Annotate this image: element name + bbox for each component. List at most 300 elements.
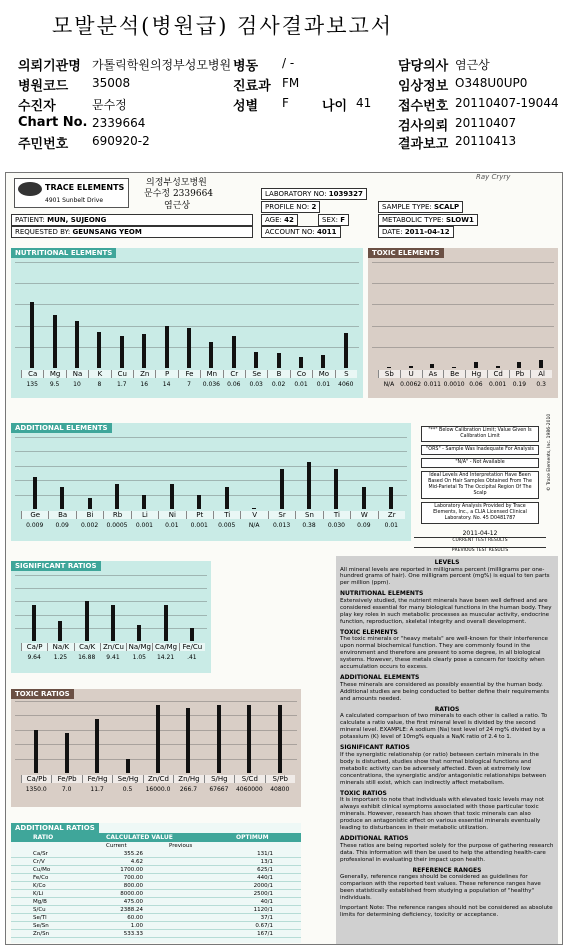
tox-ratio-bar [247, 705, 251, 773]
dept-value: FM [282, 76, 300, 90]
toxic-value: 0.19 [512, 381, 527, 388]
additional-gridline [15, 437, 407, 438]
sig-ratio-bar [85, 601, 89, 641]
additional-value: N/A [248, 522, 260, 529]
reqby-value: GEUNSANG YEOM [72, 228, 142, 236]
acct-label: ACCOUNT NO: [265, 228, 315, 236]
h-opt: OPTIMUM [236, 834, 269, 841]
dept-label: 진료과 [233, 79, 271, 94]
ward-value: / - [282, 56, 295, 70]
ratio-current: 60.00 [127, 914, 143, 921]
age-value: 41 [356, 96, 372, 110]
nutritional-value: 1.7 [117, 381, 127, 388]
additional-value: 0.0005 [106, 522, 128, 529]
tox-ratio-label: S/Hg [204, 775, 234, 783]
toxic-label: Hg [465, 370, 487, 378]
date-row [378, 226, 454, 238]
lab-no [261, 188, 367, 200]
tox-ratio-label: Fe/Hg [82, 775, 112, 783]
nutritional-bar [277, 353, 281, 368]
lab-no-label: LABORATORY NO: [265, 190, 327, 198]
additional-label: V [240, 511, 267, 519]
recv-value: 20110407-19044 [455, 96, 559, 110]
sig-ratio-value: 9.41 [106, 654, 120, 661]
profile-no [261, 201, 320, 213]
clin-value: O348U0UP0 [455, 76, 528, 90]
metabolic-row [378, 214, 478, 226]
ratio-name: Zn/Sn [33, 930, 50, 937]
additional-bar [280, 469, 284, 509]
h-sig: SIGNIFICANT RATIOS [340, 744, 410, 752]
tox-ratio-value: 4060000 [235, 786, 263, 793]
lab-no-value: 1039327 [328, 190, 363, 198]
ratio-current: 4.62 [130, 858, 143, 865]
ratio-current: 800.00 [123, 882, 143, 889]
sex-value: F [282, 96, 289, 110]
ratio-name: Fe/Co [33, 874, 49, 881]
additional-value: 0.09 [55, 522, 69, 529]
ratio-name: Se/Sn [33, 922, 49, 929]
additional-label: W [350, 511, 377, 519]
additional-label: Ni [158, 511, 185, 519]
nutritional-chart [11, 248, 363, 398]
legend-block [421, 426, 539, 527]
ratio-current: 475.00 [123, 898, 143, 905]
age-label: 나이 [322, 99, 348, 114]
nutritional-gridline [15, 326, 359, 327]
nutritional-label: Ca [21, 370, 43, 378]
sig-ratio-gridline [15, 575, 207, 576]
nutritional-bar [209, 342, 213, 369]
date-value: 2011-04-12 [404, 228, 450, 236]
additional-label: Rb [103, 511, 130, 519]
ratio-name: Mg/B [33, 898, 47, 905]
additional-gridline [15, 466, 407, 467]
lab-logo: TRACE ELEMENTS [45, 183, 125, 192]
tox-ratio-bar [186, 708, 190, 773]
ratio-row [11, 882, 301, 890]
nutritional-label: Co [290, 370, 312, 378]
tox-ratio-bar [156, 705, 160, 773]
h-current: Current [106, 843, 127, 849]
sig-ratio-bar [137, 625, 141, 642]
sig-ratio-value: 1.05 [132, 654, 146, 661]
ratio-current: 355.26 [123, 850, 143, 857]
nutritional-bar [232, 336, 236, 368]
ssn-value: 690920-2 [92, 134, 150, 148]
doctor-value: 염근상 [455, 58, 490, 72]
ratio-name: K/Co [33, 882, 46, 889]
sig-ratio-bar [111, 605, 115, 641]
ratio-optimum: 1120/1 [253, 906, 273, 913]
additional-label: Ba [48, 511, 75, 519]
tox-ratio-bar [126, 759, 130, 773]
additional-value: 0.030 [327, 522, 345, 529]
rep-value: 20110413 [455, 134, 517, 148]
meta-value: SLOW1 [446, 216, 474, 224]
nutritional-bar [75, 321, 79, 368]
additional-label: Ge [21, 511, 48, 519]
toxic-value: 0.0010 [443, 381, 465, 388]
nutritional-value: 8 [97, 381, 102, 388]
sig-ratio-gridline [15, 588, 207, 589]
h-adr: ADDITIONAL RATIOS [340, 835, 409, 843]
nutritional-bar [97, 332, 101, 368]
nutritional-tag: NUTRITIONAL ELEMENTS [11, 248, 116, 258]
tox-ratio-label: Fe/Pb [51, 775, 81, 783]
additional-ratios-table [11, 823, 301, 943]
additional-bar [88, 498, 92, 509]
sig-ratio-label: Ca/P [21, 643, 47, 651]
additional-label: Li [131, 511, 158, 519]
lab-logo-box [14, 178, 129, 208]
toxic-bar [430, 364, 434, 368]
legend-ideal: Ideal Levels And Interpretation Have Been Based On Hair Samples Obtained From The Mid-Parietal To The Occipital Region Of The Scalp [421, 471, 539, 499]
nutritional-bar [321, 355, 325, 368]
p-nut: Extensively studied, the nutrient minerals have been well defined and are considered essential for many biological functions in the human body. They play key roles in such metabolic processes as muscular activity, endocrine function, reproduction, skeletal integrity and overall development. [340, 597, 552, 625]
h-rat: RATIOS [434, 705, 460, 713]
additional-chart [11, 423, 411, 541]
nutritional-bar [120, 336, 124, 368]
nutritional-label: Mo [312, 370, 334, 378]
sig-ratio-label: Fe/Cu [179, 643, 205, 651]
sig-ratio-value: 1.25 [53, 654, 68, 661]
ratio-optimum: 0.67/1 [255, 922, 273, 929]
chart-value: 2339664 [92, 116, 146, 130]
ratio-row [11, 866, 301, 874]
tox-ratio-label: Zn/Cd [143, 775, 173, 783]
ratio-name: Ca/Sr [33, 850, 48, 857]
additional-bar [252, 508, 256, 509]
nutritional-label: Mg [43, 370, 65, 378]
p-adr: These ratios are being reported solely for the purpose of gathering research data. This information will then be used to help the attending health-care professional in evaluating their impact upon health. [340, 842, 554, 863]
toxic-value: 0.06 [469, 381, 483, 388]
toxic-bar [387, 367, 391, 368]
ratio-optimum: 625/1 [257, 866, 273, 873]
ratio-name: S/Cu [33, 906, 46, 913]
scanned-report [5, 172, 563, 945]
additional-value: 0.001 [190, 522, 208, 529]
toxic-label: Be [443, 370, 465, 378]
h-ratio: RATIO [33, 834, 54, 841]
nutritional-bar [299, 357, 303, 368]
nutritional-label: Cr [223, 370, 245, 378]
nutritional-value: 9.5 [49, 381, 60, 388]
significant-ratios-chart [11, 561, 211, 673]
tox-ratio-bar [34, 730, 38, 773]
p-note: Important Note: The reference ranges should not be considered as absolute limits for determining deficiency, toxicity or acceptance. [340, 904, 553, 918]
ratio-row [11, 906, 301, 914]
nutritional-label: Zn [133, 370, 155, 378]
legend-na: "N/A" - Not Available [421, 458, 539, 468]
sample-value: SCALP [433, 203, 460, 211]
patient-value: MUN, SUJEONG [47, 216, 107, 224]
ratio-optimum: 167/1 [257, 930, 273, 937]
ward-label: 병동 [233, 59, 259, 74]
r-age-value: 42 [284, 216, 294, 224]
tox-ratio-value: 11.7 [90, 786, 104, 793]
p-ref: Generally, reference ranges should be considered as guidelines for comparison with the reported test values. These reference ranges have been statistically established from studying a population of "healthy" individuals. [340, 874, 541, 901]
toxic-value: 0.011 [423, 381, 441, 388]
tox-ratio-label: S/Cd [234, 775, 264, 783]
nutritional-label: Fe [178, 370, 200, 378]
legend-calibration: "**" Below Calibration Limit; Value Given Is Calibration Limit [421, 426, 539, 442]
nutritional-label: Cu [111, 370, 133, 378]
toxic-label: Cd [487, 370, 509, 378]
additional-label: Ti [213, 511, 240, 519]
nutritional-value: 16 [140, 381, 149, 388]
ratio-name: Se/Tl [33, 914, 47, 921]
h-tox: TOXIC ELEMENTS [340, 628, 398, 636]
sig-ratio-bar [32, 605, 36, 641]
additional-value: 0.01 [384, 522, 398, 529]
r-age-label: AGE: [265, 216, 282, 224]
additional-value: 0.09 [357, 522, 371, 529]
additional-value: 0.01 [165, 522, 179, 529]
tox-ratio-value: 0.5 [122, 786, 133, 793]
nutritional-value: 0.03 [249, 381, 263, 388]
r-sex-label: SEX: [322, 216, 339, 224]
sig-ratio-bar [164, 605, 168, 641]
nutritional-bar [187, 328, 191, 368]
tox-ratio-value: 7.0 [61, 786, 72, 793]
nutritional-label: P [155, 370, 177, 378]
lab-logo-icon [18, 182, 42, 196]
additional-bar [115, 484, 119, 509]
additional-value: 0.002 [80, 522, 99, 529]
additional-bar [170, 484, 174, 509]
nutritional-gridline [15, 262, 359, 263]
ratio-optimum: 2500/1 [253, 890, 273, 897]
nutritional-value: 4060 [338, 381, 354, 388]
toxic-label: Al [530, 370, 552, 378]
additional-bar [334, 469, 338, 509]
sex-row [318, 214, 349, 226]
tox-ratio-label: Se/Hg [112, 775, 142, 783]
age-row [261, 214, 298, 226]
tox-ratio-value: 40800 [270, 786, 290, 793]
p-levels: All mineral levels are reported in milligrams percent (milligrams per one-hundred grams of hair). One milligram percent (mg%) is equal to ten parts per million (ppm). [340, 566, 550, 587]
report-title: 모발분석(병원급) 검사결과보고서 [52, 14, 394, 38]
subject-value: 문수정 [92, 98, 127, 112]
hospital-value: 가톨릭학원의정부성모병원 [92, 58, 232, 72]
toxic-bar [517, 362, 521, 368]
sample-type [378, 201, 463, 213]
ratio-row [11, 898, 301, 906]
additional-bar [197, 495, 201, 509]
handwrite-patient: 문수정 2339664 [144, 189, 214, 199]
ratio-current: 700.00 [123, 874, 143, 881]
sig-ratio-bar [190, 628, 194, 641]
toxic-value: 0.001 [489, 381, 507, 388]
current-label: CURRENT TEST RESULTS [414, 537, 546, 543]
chart-label: Chart No. [18, 115, 88, 130]
toxic-value: N/A [383, 381, 395, 388]
ratio-optimum: 13/1 [260, 858, 273, 865]
ratio-optimum: 440/1 [257, 874, 273, 881]
toxic-ratios-tag: TOXIC RATIOS [11, 689, 74, 699]
additional-label: Ti [323, 511, 350, 519]
ratio-row [11, 858, 301, 866]
ratio-row [11, 850, 301, 858]
sig-ratio-label: Ca/K [74, 643, 100, 651]
doctor-label: 담당의사 [398, 59, 449, 74]
h-calc: CALCULATED VALUE [106, 834, 173, 841]
date-label: DATE: [382, 228, 403, 236]
handwrite-doctor: 염근상 [164, 201, 191, 211]
additional-bar [33, 477, 37, 509]
sample-label: SAMPLE TYPE: [382, 203, 432, 211]
patient-label: PATIENT: [15, 216, 45, 224]
ratio-current: 8000.00 [120, 890, 143, 897]
nutritional-bar [165, 326, 169, 368]
p-rat: A calculated comparison of two minerals to each other is called a ratio. To calculate a ratio value, the first mineral level is divided by the second mineral level. EXAMPLE: A sodium (Na) test level of 24 mg% divided by a potassium (K) level of 10mg% equals a Na/K ratio of 2.4 to 1. [340, 713, 548, 741]
additional-label: Zr [378, 511, 405, 519]
nutritional-value: 10 [73, 381, 81, 388]
p-add: These minerals are considered as possibly essential by the human body. Additional studies are being conducted to better define their requirements and amounts needed. [340, 681, 549, 702]
sig-ratio-value: 14.21 [156, 654, 175, 661]
nutritional-bar [344, 333, 348, 368]
req-value: 20110407 [455, 116, 517, 130]
nutritional-value: 7 [187, 381, 191, 388]
tox-ratio-bar [95, 719, 99, 773]
subject-label: 수진자 [18, 99, 56, 114]
nutritional-label: K [88, 370, 110, 378]
ratio-row [11, 922, 301, 930]
toxic-bar [452, 367, 456, 368]
nutritional-value: 0.036 [202, 381, 220, 388]
ratio-current: 1.00 [130, 922, 143, 929]
meta-label: METABOLIC TYPE: [382, 216, 444, 224]
copyright: © Trace Elements, Inc. 1986-2010 [547, 413, 552, 491]
patient-row [11, 214, 253, 226]
nutritional-value: 135 [26, 381, 38, 388]
toxic-bar [409, 366, 413, 368]
nutritional-label: Mn [200, 370, 222, 378]
previous-label: PREVIOUS TEST RESULTS [414, 547, 546, 553]
toxic-value: 0.3 [536, 381, 546, 388]
additional-bar [60, 487, 64, 509]
tox-ratio-gridline [15, 701, 297, 702]
nutritional-gridline [15, 283, 359, 284]
toxic-gridline [372, 304, 554, 305]
legend-lab: Laboratory Analysis Provided by Trace Elements, Inc., a CLIA Licensed Clinical Laboratory. No. 45 D0481787 [421, 502, 539, 524]
recv-label: 접수번호 [398, 99, 449, 114]
p-txr: It is important to note that individuals with elevated toxic levels may not always exhibit clinical symptoms associated with those particular toxic minerals. However, research has shown that toxic minerals can also produce an antagonistic effect on various essential minerals eventually leading to disturbances in their metabolic utilization. [340, 797, 545, 832]
toxic-tag: TOXIC ELEMENTS [368, 248, 444, 258]
toxic-value: 0.0062 [400, 381, 422, 388]
legend-qns: "ORS" - Sample Was Inadequate For Analysis [421, 445, 539, 455]
nutritional-value: 0.06 [227, 381, 241, 388]
additional-bar [362, 487, 366, 509]
tox-ratio-value: 16000.0 [145, 786, 171, 793]
ratio-row [11, 914, 301, 922]
additional-tag: ADDITIONAL ELEMENTS [11, 423, 112, 433]
nutritional-bar [53, 315, 57, 368]
additional-bar [389, 487, 393, 509]
signature: Ray Cryry [476, 173, 511, 181]
additional-bar [142, 495, 146, 509]
lab-address: 4901 Sunbelt Drive [45, 197, 104, 204]
additional-label: Pt [186, 511, 213, 519]
ratio-current: 533.33 [123, 930, 143, 937]
sig-ratio-label: Na/Mg [126, 643, 152, 651]
sig-ratio-value: .41 [187, 654, 197, 661]
nutritional-label: Na [66, 370, 88, 378]
nutritional-value: 0.01 [316, 381, 331, 388]
additional-label: Sr [268, 511, 295, 519]
ratio-row [11, 930, 301, 938]
h-txr: TOXIC RATIOS [340, 789, 387, 797]
req-label: 검사의뢰 [398, 119, 449, 134]
nutritional-label: S [335, 370, 357, 378]
additional-value: 0.013 [272, 522, 291, 529]
tox-ratio-value: 67667 [209, 786, 229, 793]
toxic-bar [539, 360, 543, 368]
nutritional-bar [142, 334, 146, 368]
toxic-bar [496, 366, 500, 368]
ratio-current: 2388.24 [120, 906, 143, 913]
nutritional-value: 14 [162, 381, 171, 388]
toxic-label: U [400, 370, 422, 378]
additional-bar [225, 487, 229, 509]
h-levels: LEVELS [434, 559, 460, 566]
current-results [414, 530, 546, 553]
toxic-label: As [422, 370, 444, 378]
requested-row [11, 226, 253, 238]
rep-label: 결과보고 [398, 137, 449, 152]
ratio-optimum: 40/1 [260, 898, 273, 905]
additional-label: Sn [295, 511, 322, 519]
sig-ratio-label: Na/K [47, 643, 73, 651]
ratio-optimum: 37/1 [260, 914, 273, 921]
nutritional-label: B [267, 370, 289, 378]
toxic-gridline [372, 326, 554, 327]
nutritional-value: 0.02 [271, 381, 286, 388]
tox-ratio-label: Zn/Hg [173, 775, 203, 783]
tox-ratio-bar [217, 705, 221, 773]
tox-ratio-label: S/Pb [265, 775, 295, 783]
ratio-optimum: 131/1 [257, 850, 273, 857]
hospital-label: 의뢰기관명 [18, 59, 81, 74]
tox-ratio-value: 266.7 [179, 786, 198, 793]
sig-ratio-value: 9.64 [27, 654, 41, 661]
additional-gridline [15, 451, 407, 452]
code-value: 35008 [92, 76, 131, 90]
sig-ratio-label: Zn/Cu [100, 643, 126, 651]
ratio-row [11, 890, 301, 898]
clin-label: 임상정보 [398, 79, 449, 94]
handwrite-hospital: 의정부성모병원 [146, 178, 207, 188]
ratio-optimum: 2000/1 [253, 882, 273, 889]
toxic-label: Pb [509, 370, 531, 378]
additional-gridline [15, 495, 407, 496]
nutritional-gridline [15, 304, 359, 305]
additional-value: 0.009 [26, 522, 44, 529]
sig-ratio-label: Ca/Mg [152, 643, 178, 651]
additional-bar [307, 462, 311, 509]
sex-label: 성별 [233, 99, 259, 114]
toxic-label: Sb [378, 370, 400, 378]
profile-value: 2 [311, 203, 317, 211]
code-label: 병원코드 [18, 79, 69, 94]
nutritional-bar [30, 302, 34, 368]
h-previous: Previous [169, 843, 193, 849]
profile-label: PROFILE NO: [265, 203, 310, 211]
reqby-label: REQUESTED BY: [15, 228, 71, 236]
nutritional-bar [254, 352, 258, 368]
additional-value: 0.005 [218, 522, 236, 529]
